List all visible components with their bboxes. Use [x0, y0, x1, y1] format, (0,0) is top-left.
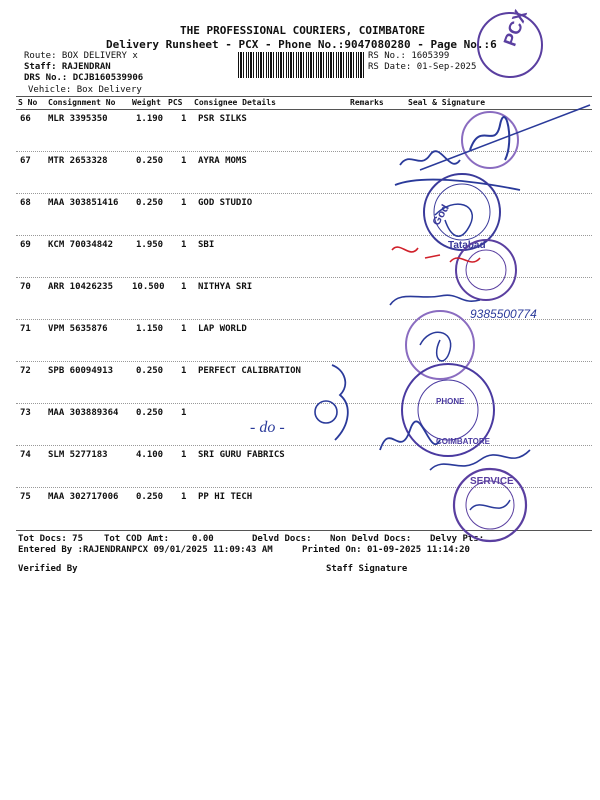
- runsheet-subtitle: Delivery Runsheet - PCX - Phone No.:9047080280 - Page No.:6: [106, 38, 497, 51]
- handwritten-phone: 9385500774: [470, 307, 537, 321]
- handwritten-circle: [315, 401, 337, 423]
- col-weight: Weight: [132, 98, 161, 107]
- table-row: 67 MTR 2653328 0.250 1 AYRA MOMS: [20, 156, 247, 166]
- vehicle-label: Vehicle: Box Delivery: [28, 85, 142, 95]
- stamp-coimbatore-text: COIMBATORE: [436, 437, 490, 446]
- stamp-god-text: God: [430, 202, 452, 228]
- pcx-stamp-text: PCX: [499, 7, 531, 49]
- company-title: THE PROFESSIONAL COURIERS, COIMBATORE: [180, 24, 426, 37]
- col-consignment: Consignment No: [48, 98, 116, 107]
- delvy-pts: Delvy Pts:: [430, 534, 485, 544]
- col-sno: S No: [18, 98, 38, 107]
- route-label: Route: BOX DELIVERY x: [24, 51, 138, 61]
- tot-docs: Tot Docs: 75: [18, 534, 84, 544]
- table-row: 75 MAA 302717006 0.250 1 PP HI TECH: [20, 492, 253, 502]
- table-row: 68 MAA 303851416 0.250 1 GOD STUDIO: [20, 198, 253, 208]
- table-row: 71 VPM 5635876 1.150 1 LAP WORLD: [20, 324, 247, 334]
- col-seal: Seal & Signature: [408, 98, 486, 107]
- table-row: 73 MAA 303889364 0.250 1: [20, 408, 187, 418]
- stamp-service-text: SERVICE: [470, 476, 514, 487]
- stamp-phone-text: PHONE: [436, 397, 465, 406]
- col-pcs: PCS: [168, 98, 183, 107]
- pcx-stamp: [478, 7, 542, 77]
- col-remarks: Remarks: [350, 98, 384, 107]
- lap-world-stamp: [406, 311, 474, 379]
- signature-row74: [430, 450, 530, 470]
- table-row: 72 SPB 60094913 0.250 1 PERFECT CALIBRATION: [20, 366, 301, 376]
- staff-signature-label: Staff Signature: [326, 564, 408, 574]
- drs-number: DRS No.: DCJB160539906: [24, 73, 144, 83]
- delvd-docs: Delvd Docs:: [252, 534, 312, 544]
- cod-amount: 0.00: [192, 534, 214, 544]
- printed-on: Printed On: 01-09-2025 11:14:20: [302, 545, 470, 555]
- table-row: 69 KCM 70034842 1.950 1 SBI: [20, 240, 215, 250]
- handwritten-bracket: [332, 365, 348, 440]
- seal-stamp-row66: [420, 105, 590, 170]
- rs-number: RS No.: 1605399: [368, 51, 450, 61]
- table-row: 66 MLR 3395350 1.190 1 PSR SILKS: [20, 114, 247, 124]
- staff-label: Staff: RAJENDRAN: [24, 62, 111, 72]
- col-consignee: Consignee Details: [194, 98, 276, 107]
- tot-cod-label: Tot COD Amt:: [104, 534, 170, 544]
- table-row: 74 SLM 5277183 4.100 1 SRI GURU FABRICS: [20, 450, 285, 460]
- handwritten-ditto: - do -: [250, 419, 285, 436]
- rs-date: RS Date: 01-Sep-2025: [368, 62, 477, 72]
- signature-row70: [390, 295, 480, 305]
- stamp-tatabad-text: Tatabad: [448, 240, 486, 251]
- entered-by: Entered By :RAJENDRANPCX 09/01/2025 11:09:43 AM: [18, 545, 273, 555]
- sbi-stamp: [456, 240, 516, 300]
- non-delvd-docs: Non Delvd Docs:: [330, 534, 412, 544]
- table-row: 70 ARR 10426235 10.500 1 NITHYA SRI: [20, 282, 253, 292]
- pp-hi-tech-stamp: [454, 469, 526, 541]
- verified-by: Verified By: [18, 564, 78, 574]
